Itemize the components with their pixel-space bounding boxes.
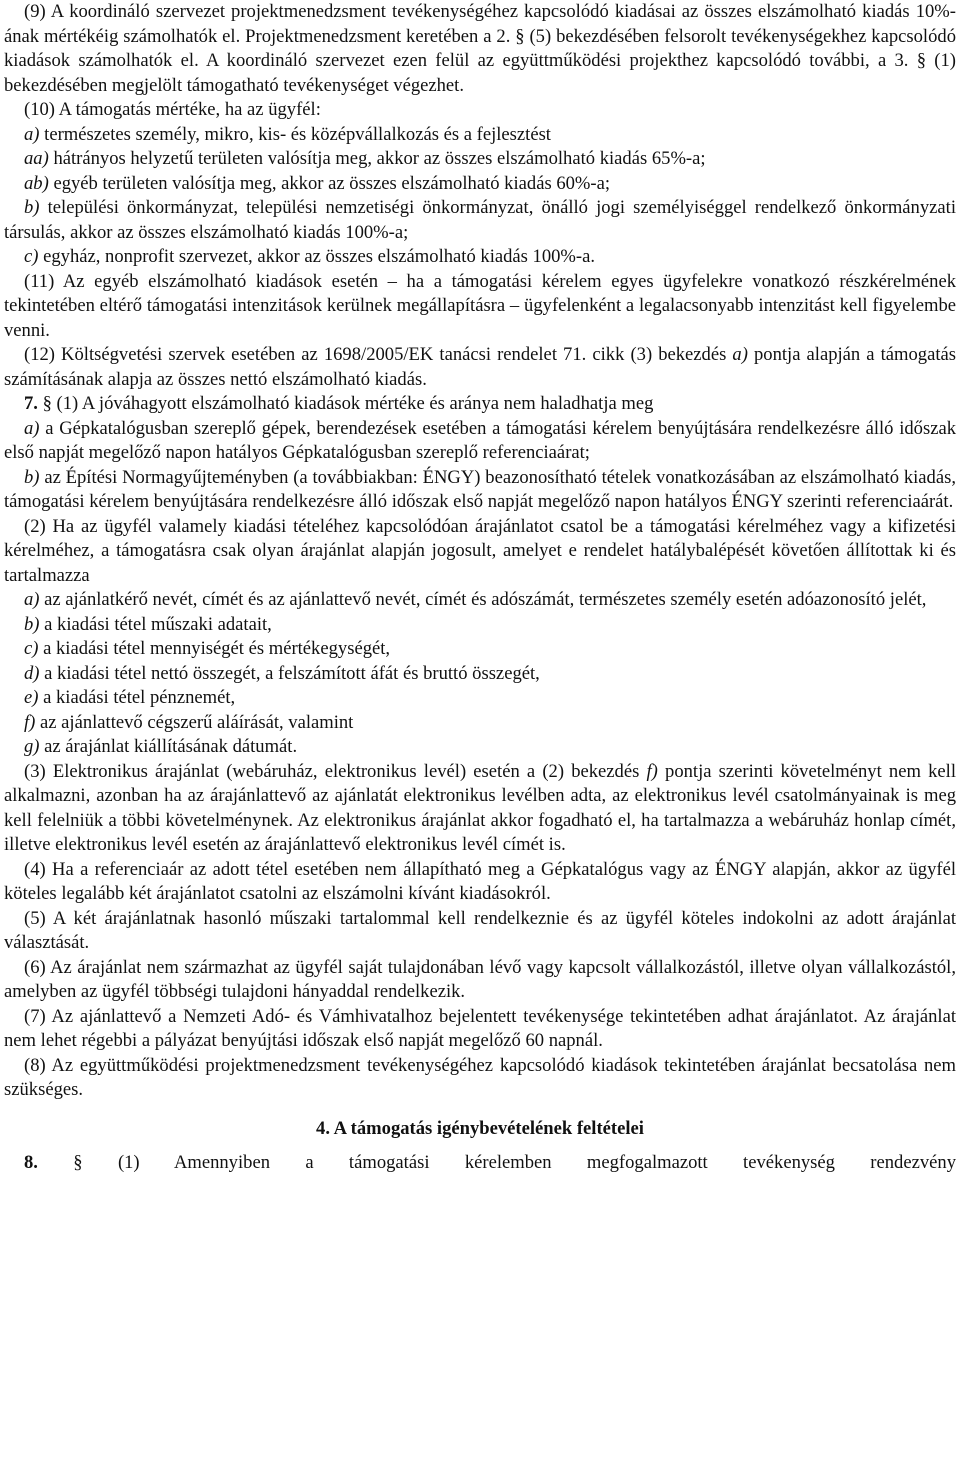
list-text: a kiadási tétel mennyiségét és mértékegységét, — [38, 638, 391, 659]
list-label: b) — [24, 613, 40, 635]
section-7-paragraph-6: (6) Az árajánlat nem származhat az ügyfél saját tulajdonában lévő vagy kapcsolt vállalkozástól, illetve olyan vállalkozástól, amelyben az ügyfél többségi tulajdoni hányaddal rendelkezik. — [4, 956, 956, 1002]
list-text: egyéb területen valósítja meg, akkor az összes elszámolható kiadás 60%-a; — [48, 172, 611, 194]
section-7-paragraph-4: (4) Ha a referenciaár az adott tétel esetében nem állapítható meg a Gépkatalógus vagy az ÉNGY alapján, akkor az ügyfél köteles legalább két árajánlatot csatolni az elszámolni kívánt kiadásokról. — [4, 858, 956, 904]
paragraph-12 — [4, 343, 956, 392]
list-text: az árajánlat kiállításának dátumát. — [39, 736, 298, 757]
list-label: f) — [646, 760, 658, 782]
paragraph-10: (10) A támogatás mértéke, ha az ügyfél: — [24, 99, 321, 120]
list-text: a Gépkatalógusban szereplő gépek, berendezések esetében a támogatási kérelem benyújtására rendelkezésre álló időszak első napját megelőző napon hatályos Gépkatalógusban szereplő referenciaárat; — [4, 417, 956, 463]
list-text: az Építési Normagyűjteményben (a továbbiakban: ÉNGY) beazonosítható tételek vonatkozásában az elszámolható kiadás, támogatási kérelem benyújtására rendelkezésre álló időszak első napját megelőző napon hatályos ÉNGY szerinti referenciaárát. — [4, 466, 956, 512]
list-text: az ajánlattevő cégszerű aláírását, valamint — [35, 711, 354, 733]
section-7-2-b — [4, 613, 956, 638]
chapter-heading: 4. A támogatás igénybevételének feltételei — [316, 1117, 644, 1139]
list-label: aa) — [24, 148, 49, 169]
section-7-2-e — [4, 686, 956, 711]
paragraph-11: (11) Az egyéb elszámolható kiadások esetén – ha a támogatási kérelem egyes ügyfelekre vonatkozó részkérelmének tekintetében eltérő támogatási intenzitások kerülnek megállapításra – ügyfelenként a legalacsonyabb intenzitást kell figyelembe venni. — [4, 270, 956, 341]
paragraph-10-aa — [4, 147, 956, 172]
paragraph-9: (9) A koordináló szervezet projektmenedzsment tevékenységéhez kapcsolódó kiadásai az összes elszámolható kiadás 10%-ának mértékéig számolhatók el. Projektmenedzsment keretében a 2. § (5) bekezdésében felsorolt tevékenységekhez kapcsolódó kiadások számolhatók el. A koordináló szervezet ezen felül az együttműködési projekthez kapcsolódó további, a 3. § (1) bekezdésében megjelölt támogatható tevékenységet végezhet. — [4, 1, 956, 96]
list-label: a) — [732, 344, 748, 365]
paragraph-text: pontja alapján a támogatás számításának alapja az összes nettó elszámolható kiadás. — [4, 344, 957, 390]
list-text: a kiadási tétel nettó összegét, a felszámított áfát és bruttó összegét, — [39, 662, 540, 684]
list-text: egyház, nonprofit szervezet, akkor az összes elszámolható kiadás 100%-a. — [38, 246, 596, 267]
list-label: b) — [24, 466, 40, 488]
list-label: a) — [24, 589, 40, 610]
section-7-2-d — [4, 662, 956, 687]
section-7-paragraph-1 — [4, 392, 956, 417]
section-7-a — [4, 417, 956, 466]
list-text: a kiadási tétel műszaki adatait, — [39, 613, 272, 635]
list-label: a) — [24, 417, 40, 439]
list-label: g) — [24, 736, 40, 757]
paragraph-10-a — [4, 123, 956, 148]
section-7-paragraph-2: (2) Ha az ügyfél valamely kiadási tételéhez kapcsolódóan árajánlatot csatol be a támogatási kérelméhez vagy a kifizetési kérelméhez, a támogatásra csak olyan árajánlat alapján jogosult, amelyet e rendelet hatálybalépését követően állítottak ki és tartalmazza — [4, 515, 956, 586]
list-label: ab) — [24, 172, 49, 194]
section-7-b — [4, 466, 956, 515]
section-number: 8. — [24, 1152, 38, 1173]
section-7-2-c — [4, 637, 956, 662]
section-7-paragraph-5: (5) A két árajánlatnak hasonló műszaki tartalommal kell rendelkeznie és az ügyfél köteles indokolni az adott árajánlat választását. — [4, 907, 956, 953]
list-text: az ajánlatkérő nevét, címét és az ajánlattevő nevét, címét és adószámát, természetes személy esetén adóazonosító jelét, — [39, 589, 927, 610]
paragraph-10-b — [4, 196, 956, 245]
paragraph-10-c — [4, 245, 956, 270]
paragraph-10-ab — [4, 172, 956, 197]
list-label: c) — [24, 246, 39, 267]
list-label: e) — [24, 687, 39, 708]
list-text: természetes személy, mikro, kis- és középvállalkozás és a fejlesztést — [39, 123, 551, 145]
list-label: c) — [24, 638, 39, 659]
section-7-2-g — [4, 735, 956, 760]
paragraph-text: (3) Elektronikus árajánlat (webáruház, elektronikus levél) esetén a (2) bekezdés — [24, 760, 647, 782]
section-8-paragraph-1 — [4, 1151, 956, 1176]
list-text: települési önkormányzat, települési nemzetiségi önkormányzat, önálló jogi személyiséggel rendelkező önkormányzati társulás, akkor az összes elszámolható kiadás 100%-a; — [4, 197, 956, 243]
section-7-paragraph-3 — [4, 760, 956, 858]
list-label: a) — [24, 123, 40, 145]
paragraph-text: pontja szerinti követelményt nem kell alkalmazni, azonban ha az árajánlattevő az ajánlatát elektronikus levélben adta, az elektronikus levél csatolmányainak is meg kell felelniük a többi követelménynek. Az elektronikus árajánlat akkor fogadható el, ha tartalmazza a webáruház honlap címét, illetve elektronikus levél esetén az árajánlattevő elektronikus levél címét is. — [4, 760, 956, 855]
section-7-paragraph-8: (8) Az együttműködési projektmenedzsment tevékenységéhez kapcsolódó kiadások tekintetében árajánlat becsatolása nem szükséges. — [4, 1054, 956, 1100]
list-label: f) — [24, 711, 36, 733]
list-text: hátrányos helyzetű területen valósítja meg, akkor az összes elszámolható kiadás 65%-a; — [48, 148, 706, 169]
paragraph-text: (12) Költségvetési szervek esetében az 1698/2005/EK tanácsi rendelet 71. cikk (3) bekezdés — [24, 344, 733, 365]
list-text: a kiadási tétel pénznemét, — [38, 687, 236, 708]
section-7-2-f — [4, 711, 956, 736]
paragraph-text: § (1) Amennyiben a támogatási kérelemben megfogalmazott tevékenység rendezvény — [37, 1152, 956, 1173]
list-label: b) — [24, 197, 40, 218]
section-number: 7. — [24, 393, 38, 414]
section-7-2-a — [4, 588, 956, 613]
section-7-paragraph-7: (7) Az ajánlattevő a Nemzeti Adó- és Vámhivatalhoz bejelentett tevékenysége tekintetében adhat árajánlatot. Az árajánlat nem lehet régebbi a pályázat benyújtási időszak első napját megelőző 60 napnál. — [4, 1005, 956, 1051]
list-label: d) — [24, 662, 40, 684]
paragraph-text: § (1) A jóváhagyott elszámolható kiadások mértéke és aránya nem haladhatja meg — [37, 393, 654, 414]
